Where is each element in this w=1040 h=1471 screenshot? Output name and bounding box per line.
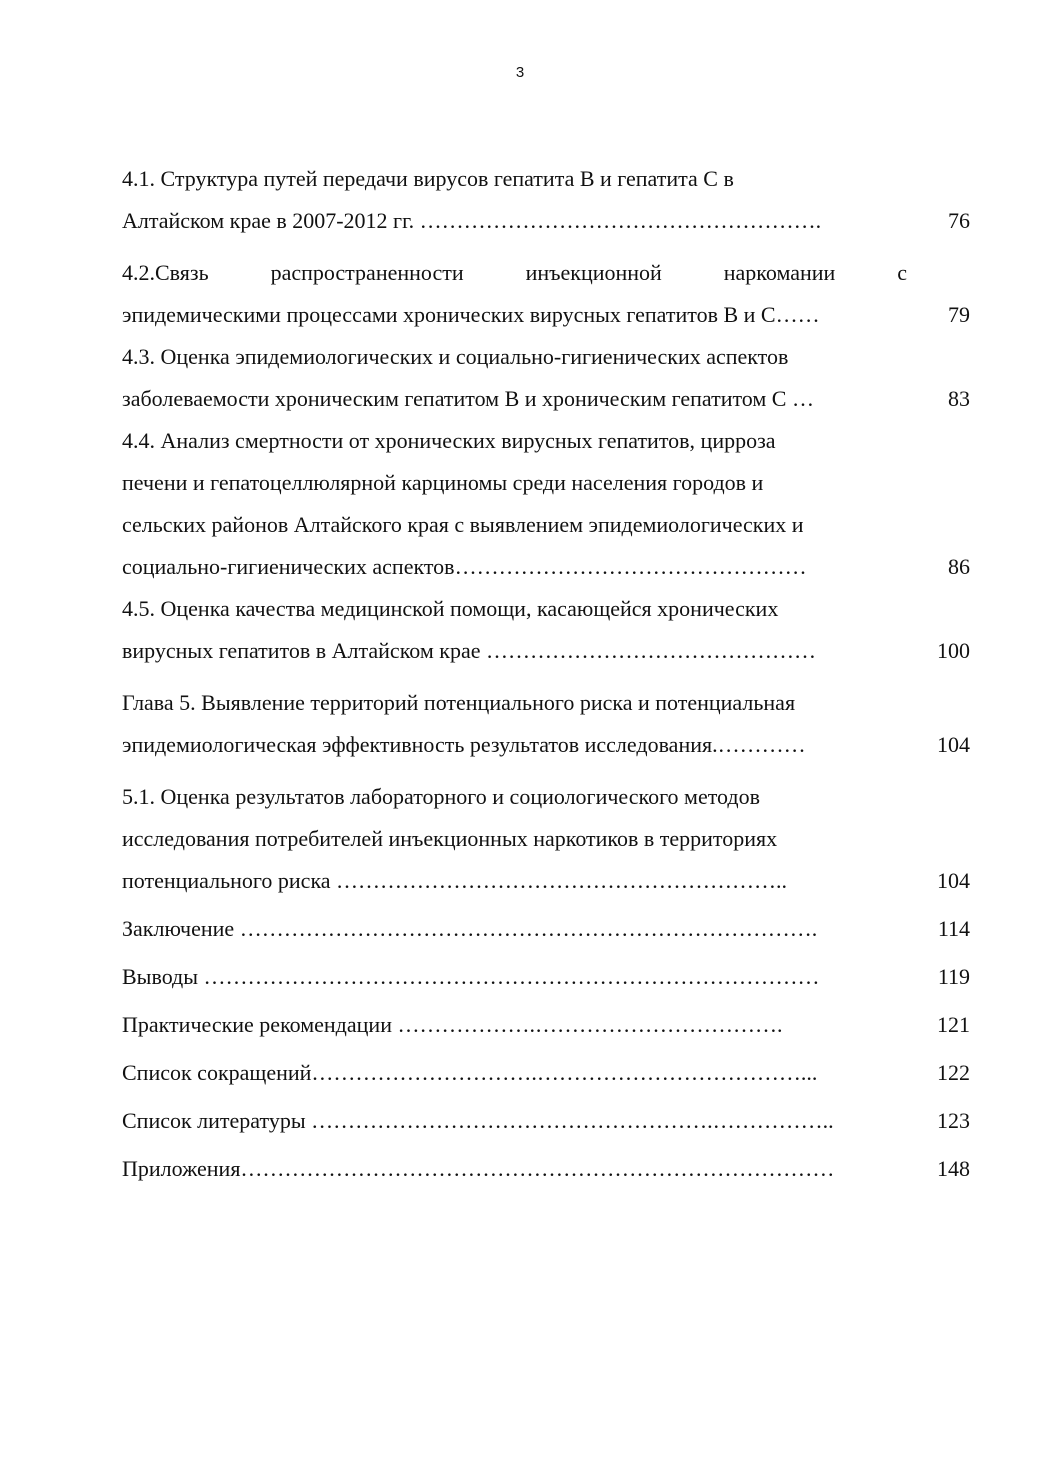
- toc-entry-4-4: [122, 420, 982, 588]
- toc-page-number: 79: [948, 302, 970, 327]
- toc-page-number: 114: [937, 916, 970, 941]
- toc-entry-4-3: [122, 336, 982, 420]
- toc-page-number: 76: [948, 208, 970, 233]
- toc-page-number: 104: [937, 868, 970, 893]
- toc-line: [122, 252, 907, 294]
- toc-line: 4.1. Структура путей передачи вирусов гепатита В и гепатита С в: [122, 166, 734, 191]
- toc-word: наркомании: [723, 260, 836, 285]
- toc-page-number: 121: [937, 1012, 970, 1037]
- toc-line: Список литературы ……………………………………………….……………..: [122, 1108, 834, 1133]
- toc-page-number: 148: [937, 1156, 970, 1181]
- toc-page-number: 100: [937, 638, 970, 663]
- toc-entry-chapter-5: [122, 682, 982, 766]
- toc-entry-references: [122, 1100, 982, 1142]
- toc-line: 5.1. Оценка результатов лабораторного и социологического методов: [122, 784, 760, 809]
- toc-line: эпидемиологическая эффективность результатов исследования.…………: [122, 732, 806, 757]
- toc-line: Список сокращений………………………….………………………………...: [122, 1060, 818, 1085]
- toc-entry-4-2: [122, 252, 982, 336]
- toc-line: Выводы …………………………………………………………………………: [122, 964, 820, 989]
- page-number: 3: [515, 64, 525, 81]
- toc-page-number: 123: [937, 1108, 970, 1133]
- toc-entry-4-5: [122, 588, 982, 672]
- toc-word: 4.2.Связь: [122, 260, 209, 285]
- toc-entry-findings: [122, 956, 982, 998]
- toc-line: исследования потребителей инъекционных наркотиков в территориях: [122, 826, 778, 851]
- toc-entry-recommendations: [122, 1004, 982, 1046]
- toc-line: Практические рекомендации ……………….…………………………….: [122, 1012, 783, 1037]
- toc-page-number: 86: [948, 554, 970, 579]
- toc-line: печени и гепатоцеллюлярной карциномы среди населения городов и: [122, 470, 764, 495]
- toc-entry-5-1: [122, 776, 982, 902]
- toc-line: сельских районов Алтайского края с выявлением эпидемиологических и: [122, 512, 804, 537]
- toc-page-number: 104: [937, 732, 970, 757]
- table-of-contents: [122, 158, 982, 1190]
- toc-line: 4.5. Оценка качества медицинской помощи, касающейся хронических: [122, 596, 779, 621]
- toc-line: Приложения………………………………………………………………………: [122, 1156, 835, 1181]
- toc-word: инъекционной: [525, 260, 662, 285]
- toc-page-number: 83: [948, 386, 970, 411]
- toc-entry-abbreviations: [122, 1052, 982, 1094]
- toc-page-number: 122: [937, 1060, 970, 1085]
- toc-line: 4.3. Оценка эпидемиологических и социально-гигиенических аспектов: [122, 344, 789, 369]
- toc-line: потенциального риска ……………………………………………………..: [122, 868, 788, 893]
- toc-line: социально-гигиенических аспектов…………………………………………: [122, 554, 807, 579]
- toc-entry-conclusion: [122, 908, 982, 950]
- toc-line: заболеваемости хроническим гепатитом В и хроническим гепатитом С …: [122, 386, 814, 411]
- toc-entry-appendices: [122, 1148, 982, 1190]
- toc-entry-4-1: [122, 158, 982, 242]
- toc-line: Глава 5. Выявление территорий потенциального риска и потенциальная: [122, 690, 796, 715]
- toc-word: с: [897, 260, 907, 285]
- toc-word: распространенности: [270, 260, 464, 285]
- toc-line: Алтайском крае в 2007-2012 гг. ……………………………………………….: [122, 208, 822, 233]
- toc-line: эпидемическими процессами хронических вирусных гепатитов В и С……: [122, 302, 820, 327]
- toc-line: 4.4. Анализ смертности от хронических вирусных гепатитов, цирроза: [122, 428, 776, 453]
- toc-line: Заключение …………………………………………………………………….: [122, 916, 818, 941]
- toc-line: вирусных гепатитов в Алтайском крае ………………………………………: [122, 638, 816, 663]
- toc-page-number: 119: [937, 964, 970, 989]
